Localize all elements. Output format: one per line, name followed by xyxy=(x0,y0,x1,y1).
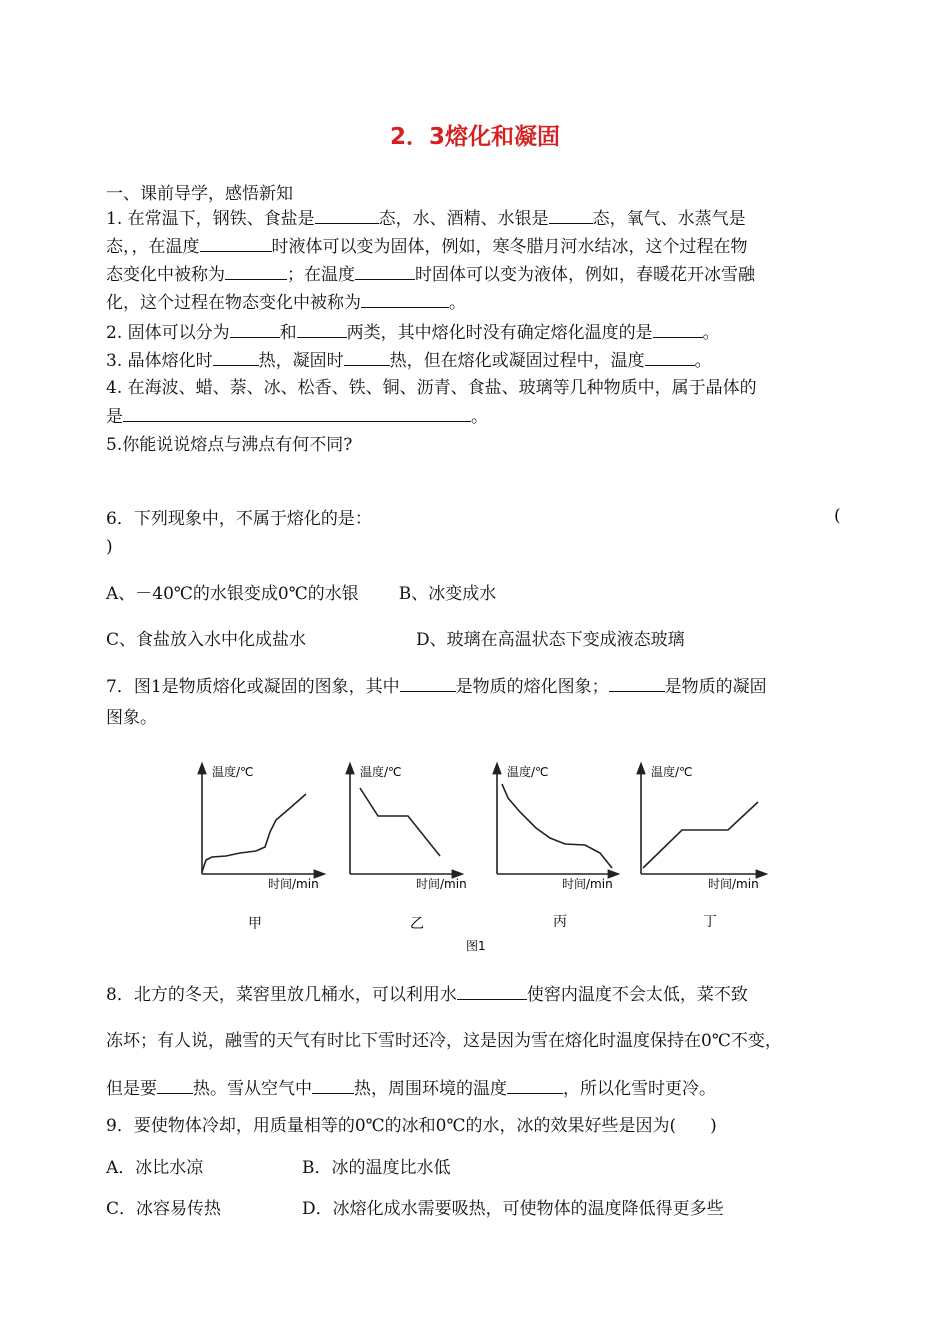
y-axis-label: 温度/℃ xyxy=(507,765,549,779)
figure-1 xyxy=(0,750,950,970)
question-1-line-3: 态变化中被称为 ；在温度 时固体可以变为液体，例如，春暖花开冰雪融 xyxy=(106,265,755,285)
answer-blank[interactable] xyxy=(230,321,280,338)
question-6-stem: 6．下列现象中，不属于熔化的是： xyxy=(106,509,372,529)
y-axis-label: 温度/℃ xyxy=(360,765,402,779)
question-1-line-2: 态，，在温度 时液体可以变为固体，例如，寒冬腊月河水结冰，这个过程在物 xyxy=(106,237,748,257)
answer-blank[interactable] xyxy=(344,349,390,366)
answer-blank[interactable] xyxy=(507,1077,563,1094)
answer-blank[interactable] xyxy=(361,291,449,308)
answer-blank[interactable] xyxy=(549,207,593,224)
answer-blank[interactable] xyxy=(297,321,347,338)
answer-blank[interactable] xyxy=(609,675,665,692)
option-d[interactable]: D．冰熔化成水需要吸热，可使物体的温度降低得更多些 xyxy=(302,1199,724,1219)
graph-yi xyxy=(350,764,467,932)
question-4-line-2: 是 。 xyxy=(106,407,488,427)
option-b[interactable]: B、冰变成水 xyxy=(398,584,497,604)
question-9-options-row-2 xyxy=(106,1198,724,1220)
question-8-line-2: 冻坏；有人说，融雪的天气有时比下雪时还冷，这是因为雪在熔化时温度保持在0℃不变， xyxy=(106,1031,782,1051)
question-1-line-1: 1. 在常温下，钢铁、食盐是 态，水、酒精、水银是 态，氧气、水蒸气是 xyxy=(106,209,746,229)
option-c[interactable]: C、食盐放入水中化成盐水 xyxy=(106,630,307,650)
panel-label: 丙 xyxy=(553,914,567,930)
question-7-line-2: 图象。 xyxy=(106,708,157,728)
question-8-line-3: 但是要 热。雪从空气中 热，周围环境的温度 ，所以化雪时更冷。 xyxy=(106,1079,716,1099)
y-axis-label: 温度/℃ xyxy=(212,765,254,779)
answer-blank[interactable] xyxy=(200,235,272,252)
answer-blank[interactable] xyxy=(355,263,415,280)
y-axis-label: 温度/℃ xyxy=(651,765,693,779)
answer-blank[interactable] xyxy=(315,207,379,224)
x-axis-label: 时间/min xyxy=(268,877,319,891)
graph-ding xyxy=(641,764,762,930)
graph-jia xyxy=(202,764,320,932)
x-axis-label: 时间/min xyxy=(416,877,467,891)
option-b[interactable]: B．冰的温度比水低 xyxy=(302,1158,451,1178)
answer-blank[interactable] xyxy=(312,1077,354,1094)
answer-blank[interactable] xyxy=(400,675,456,692)
answer-blank[interactable] xyxy=(213,349,259,366)
option-a[interactable]: A．冰比水凉 xyxy=(106,1158,204,1178)
question-9-stem: 9．要使物体冷却，用质量相等的0℃的冰和0℃的水，冰的效果好些是因为( ) xyxy=(106,1116,717,1136)
figure-caption: 图1 xyxy=(466,939,486,953)
panel-label: 乙 xyxy=(410,916,424,932)
x-axis-label: 时间/min xyxy=(562,877,613,891)
page-title: 2．3熔化和凝固 xyxy=(389,124,560,150)
option-c[interactable]: C．冰容易传热 xyxy=(106,1199,222,1219)
graph-bing xyxy=(497,764,614,930)
question-4-line-1: 4. 在海波、蜡、萘、冰、松香、铁、铜、沥青、食盐、玻璃等几种物质中，属于晶体的 xyxy=(106,378,757,398)
question-5: 5.你能说说熔点与沸点有何不同? xyxy=(106,435,353,455)
question-9-options-row-1 xyxy=(106,1157,451,1179)
answer-blank[interactable] xyxy=(457,983,527,1000)
panel-label: 甲 xyxy=(248,916,262,932)
x-axis-label: 时间/min xyxy=(708,877,759,891)
answer-paren-close: ) xyxy=(106,537,113,557)
panel-label: 丁 xyxy=(703,914,717,930)
section-heading: 一、课前导学，感悟新知 xyxy=(106,184,293,204)
answer-blank[interactable] xyxy=(653,321,703,338)
answer-blank[interactable] xyxy=(645,349,695,366)
figure-1-graphs xyxy=(0,750,950,970)
option-d[interactable]: D、玻璃在高温状态下变成液态玻璃 xyxy=(416,630,685,650)
option-a[interactable]: A、－40℃的水银变成0℃的水银 xyxy=(106,584,359,604)
answer-blank[interactable] xyxy=(225,263,287,280)
question-7-line-1: 7．图1是物质熔化或凝固的图象，其中 是物质的熔化图象； 是物质的凝固 xyxy=(106,677,767,697)
answer-blank[interactable] xyxy=(157,1077,193,1094)
answer-paren-open: ( xyxy=(834,506,841,526)
question-8-line-1: 8．北方的冬天，菜窖里放几桶水，可以利用水 使窖内温度不会太低，菜不致 xyxy=(106,985,748,1005)
question-1-line-4: 化，这个过程在物态变化中被称为 。 xyxy=(106,293,466,313)
question-3: 3. 晶体熔化时 热，凝固时 热，但在熔化或凝固过程中，温度 。 xyxy=(106,351,712,371)
question-6-options-row-1 xyxy=(106,583,496,605)
question-6-options-row-2 xyxy=(106,629,685,651)
question-2: 2. 固体可以分为 和 两类，其中熔化时没有确定熔化温度的是 。 xyxy=(106,323,720,343)
answer-blank[interactable] xyxy=(123,405,471,422)
